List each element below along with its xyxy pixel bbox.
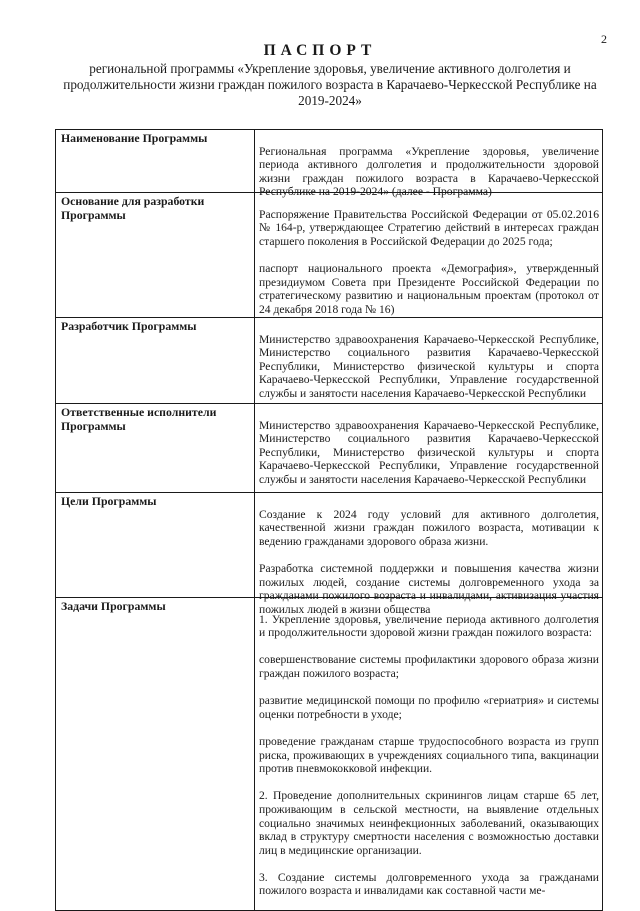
content-paragraph: 1. Укрепление здоровья, увеличение периода активного долголетия и продолжительности здоровой жизни граждан пожилого возраста: — [259, 612, 599, 640]
row-label: Задачи Программы — [61, 599, 166, 613]
row-content — [259, 319, 599, 414]
table-row — [56, 597, 602, 911]
table-row — [56, 130, 602, 199]
content-paragraph: Разработка системной поддержки и повышения качества жизни пожилых людей, создание системы долговременного ухода за гражданами пожилого возраста и инвалидами, активизация участия пожилых людей в жизни общества — [259, 561, 599, 616]
content-paragraph: Министерство здравоохранения Карачаево-Черкесской Республике, Министерство социального развития Карачаево-Черкесской Республики, Министерство физической культуры и спорта Карачаево-Черкесской Республики, Управление государственной службы и занятости населения Карачаево-Черкесской Республики — [259, 332, 599, 400]
content-paragraph: Министерство здравоохранения Карачаево-Черкесской Республике, Министерство социального развития Карачаево-Черкесской Республики, Министерство физической культуры и спорта Карачаево-Черкесской Республики, Управление государственной службы и занятости населения Карачаево-Черкесской Республики — [259, 418, 599, 486]
content-paragraph: Региональная программа «Укрепление здоровья, увеличение периода активного долголетия и продолжительности здоровой жизни граждан пожилого возраста в Карачаево-Черкесской Республике на 2019-2024» (далее - Программа) — [259, 144, 599, 199]
table-row — [56, 317, 602, 403]
content-paragraph: паспорт национального проекта «Демография», утвержденный президиумом Совета при Президенте Российской Федерации по стратегическому развитию и национальным проектам (протокол от 24 декабря 2018 года № 16) — [259, 261, 599, 316]
content-paragraph: развитие медицинской помощи по профилю «гериатрия» и системы оценки потребности в уходе; — [259, 694, 599, 721]
content-paragraph: 2. Проведение дополнительных скринингов лицам старше 65 лет, проживающим в сельской местности, на выявление отдельных социально значимых неинфекционных заболеваний, оказывающих вклад в структуру смертности населения с возможностью доставки лиц в медицинские организации. — [259, 789, 599, 857]
row-label: Наименование Программы — [61, 131, 208, 145]
row-label: Ответственные исполнители Программы — [61, 405, 217, 433]
document-title: ПАСПОРТ — [263, 42, 377, 59]
content-paragraph: Создание к 2024 году условий для активного долголетия, качественной жизни граждан пожилого возраста, мотивации к ведению гражданами здорового образа жизни. — [259, 507, 599, 548]
table-row — [56, 403, 602, 492]
table-row — [56, 192, 602, 317]
row-content — [259, 599, 599, 911]
content-paragraph: 3. Создание системы долговременного ухода за гражданами пожилого возраста и инвалидами как составной части ме- — [259, 870, 599, 898]
page-number: 2 — [601, 32, 607, 46]
content-paragraph: проведение гражданам старше трудоспособного возраста из групп риска, проживающих в учреждениях социального типа, вакцинации против пневмококковой инфекции. — [259, 734, 599, 776]
content-paragraph: Распоряжение Правительства Российской Федерации от 05.02.2016 № 164-р, утверждающее Стратегию действий в интересах граждан старшего поколения в Российской Федерации до 2025 года; — [259, 207, 599, 248]
document-subtitle: региональной программы «Укрепление здоровья, увеличение активного долголетия и продолжительности жизни граждан пожилого возраста в Карачаево-Черкесской Республике на 2019-2024» — [63, 61, 597, 108]
row-label: Разработчик Программы — [61, 319, 197, 333]
row-content — [259, 405, 599, 500]
row-content — [259, 194, 599, 330]
row-label: Цели Программы — [61, 494, 157, 508]
row-label: Основание для разработки Программы — [61, 194, 205, 222]
passport-table — [55, 129, 603, 911]
content-paragraph: совершенствование системы профилактики здорового образа жизни граждан пожилого возраста; — [259, 653, 599, 680]
